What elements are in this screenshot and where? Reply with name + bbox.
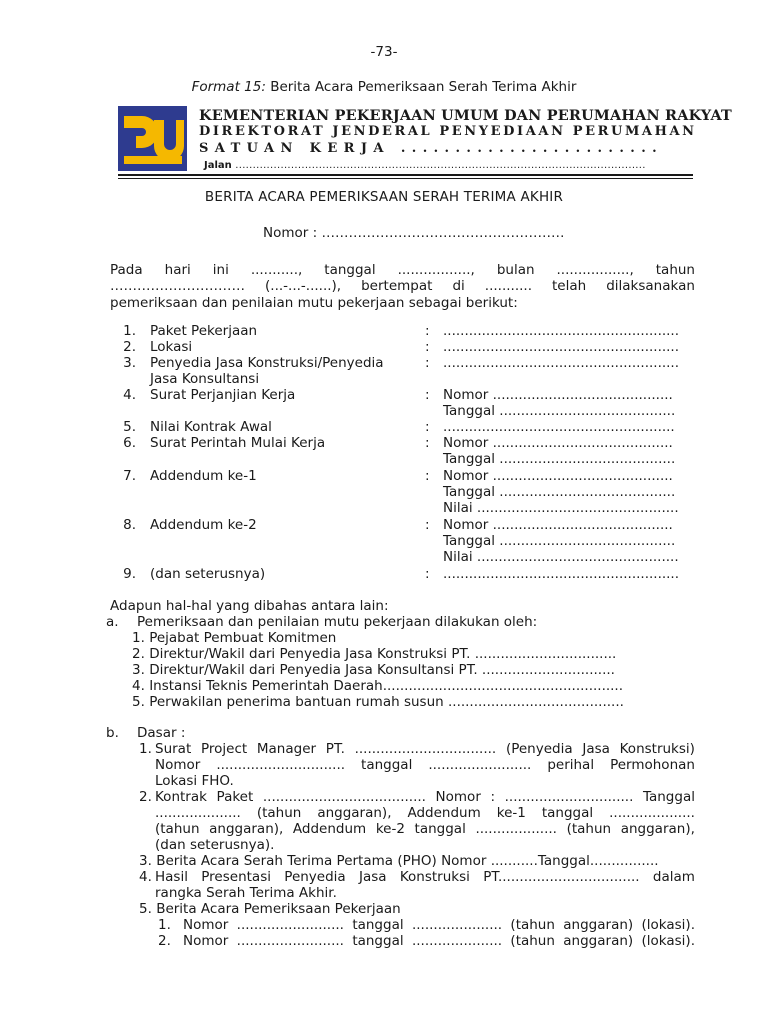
word: PT................................. (483, 869, 640, 885)
document-title: BERITA ACARA PEMERIKSAAN SERAH TERIMA AKHIR (204, 189, 564, 205)
intro-line-3: pemeriksaan dan penilaian mutu pekerjaan sebagai berikut: (110, 294, 518, 311)
list-item: 3. Direktur/Wakil dari Penyedia Jasa Konsultansi PT. ............................... (132, 662, 615, 678)
ministry-logo (118, 106, 187, 171)
word: ini (212, 262, 229, 278)
basis-3: 3. Berita Acara Serah Terima Pertama (PHO) Nomor ...........Tanggal................ (139, 853, 659, 869)
logo-base (124, 156, 182, 164)
list-item: 1. Paket Pekerjaan : ....................................................... (123, 323, 680, 339)
word: .............................. (216, 757, 346, 773)
section-a-title: Pemeriksaan dan penilaian mutu pekerjaan dilakukan oleh: (137, 614, 538, 630)
list-item: 2. Direktur/Wakil dari Penyedia Jasa Konstruksi PT. ................................. (132, 646, 617, 662)
basis-5-sub-1-number: 1. (158, 917, 171, 933)
basis-5-sub-2 (183, 933, 695, 949)
basis-2-line-2 (155, 805, 695, 821)
list-item-continuation: Tanggal ......................................... (443, 451, 676, 467)
word: (tahun (256, 805, 302, 821)
word: (lokasi). (641, 917, 695, 933)
word: PT. (325, 741, 345, 757)
basis-2-number: 2. (139, 789, 152, 805)
word: Kontrak (155, 789, 207, 805)
list-item: 9. (dan seterusnya) : ....................................................... (123, 566, 680, 582)
word: Konstruksi) (619, 741, 695, 757)
word: ke-2 (375, 821, 405, 837)
basis-1-line-1 (155, 741, 695, 757)
word: ..................... (411, 917, 503, 933)
basis-5: 5. Berita Acara Pemeriksaan Pekerjaan (139, 901, 401, 917)
word: Nomor (183, 917, 229, 933)
word: Pada (110, 262, 143, 278)
basis-1-line-2 (155, 757, 695, 773)
list-item-continuation: Tanggal ......................................... (443, 403, 676, 419)
section-a-marker: a. (106, 614, 119, 630)
word: Penyedia (284, 869, 346, 885)
basis-4-line-1 (155, 869, 695, 885)
word: : (490, 789, 496, 805)
address-line (204, 160, 646, 171)
format-prefix: Format 15: (191, 79, 266, 95)
word: Addendum (292, 821, 367, 837)
word: anggaran) (563, 917, 634, 933)
list-item: 7. Addendum ke-1 : Nomor .......................................... (123, 468, 673, 484)
address-label: Jalan (204, 160, 232, 171)
word: Nomor (435, 789, 481, 805)
word: Jasa (359, 869, 387, 885)
word: dilaksanakan (606, 278, 695, 295)
word: ...................................... (262, 789, 426, 805)
address-dots: ...................................................................................................................... (235, 160, 646, 171)
format-title: Berita Acara Pemeriksaan Serah Terima Akhir (270, 79, 577, 95)
word: Nomor (183, 933, 229, 949)
word: perihal (547, 757, 595, 773)
word: tanggal (361, 757, 413, 773)
list-item: 4. Instansi Teknis Pemerintah Daerah........................................................ (132, 678, 624, 694)
basis-1-number: 1. (139, 741, 152, 757)
word: anggaran) (563, 933, 634, 949)
header-rule-thick (118, 174, 693, 176)
word: dalam (652, 869, 695, 885)
word: Jasa (582, 741, 610, 757)
word: hari (164, 262, 191, 278)
word: bulan (496, 262, 535, 278)
word: tanggal (541, 805, 594, 821)
basis-4-line-2: rangka Serah Terima Akhir. (155, 885, 337, 901)
work-unit-name: SATUAN KERJA ........................ (199, 141, 664, 156)
word: (tahun (566, 821, 612, 837)
word: .................... (609, 805, 695, 821)
list-item: 5. Perwakilan penerima bantuan rumah susun ......................................... (132, 694, 624, 710)
word: .................... (155, 805, 241, 821)
word: Presentasi (201, 869, 271, 885)
word: Paket (216, 789, 254, 805)
list-item-continuation: Tanggal ......................................... (443, 484, 676, 500)
word: ......................... (236, 933, 344, 949)
basis-2-line-4: (dan seterusnya). (155, 837, 275, 853)
word: anggaran), (209, 821, 284, 837)
document-number: Nomor : ……………………………………………… (263, 225, 565, 241)
word: di (452, 278, 465, 295)
word: (lokasi). (641, 933, 695, 949)
basis-2-line-1 (155, 789, 695, 805)
format-caption (0, 79, 768, 95)
section-intro: Adapun hal-hal yang dibahas antara lain: (110, 598, 389, 614)
word: ......................... (236, 917, 344, 933)
word: Permohonan (610, 757, 695, 773)
word: tanggal (352, 933, 404, 949)
word: .............................. (504, 789, 634, 805)
page-number: -73- (370, 44, 398, 60)
intro-line-1 (110, 262, 695, 278)
word: ..................... (411, 933, 503, 949)
word: ........... (484, 278, 532, 295)
word: ..........., (250, 262, 303, 278)
word: ………………………… (110, 278, 245, 295)
word: ................... (475, 821, 557, 837)
word: tanggal (414, 821, 466, 837)
word: Project (200, 741, 248, 757)
word: ................................. (354, 741, 497, 757)
list-item: 4. Surat Perjanjian Kerja : Nomor .......................................... (123, 387, 673, 403)
word: (Penyedia (505, 741, 573, 757)
word: Tanggal (642, 789, 695, 805)
list-item: 2. Lokasi : ....................................................... (123, 339, 680, 355)
list-item-continuation: Tanggal ......................................... (443, 533, 676, 549)
basis-2-line-3 (155, 821, 695, 837)
word: Surat (155, 741, 192, 757)
word: (tahun (155, 821, 200, 837)
list-item-continuation: Nilai ............................................... (443, 549, 679, 565)
directorate-name: DIREKTORAT JENDERAL PENYEDIAAN PERUMAHAN (199, 124, 697, 139)
word: ke-1 (496, 805, 526, 821)
list-item: 5. Nilai Kontrak Awal : ...................................................... (123, 419, 675, 435)
basis-4-number: 4. (139, 869, 152, 885)
list-item-continuation: Jasa Konsultansi (150, 371, 260, 387)
intro-paragraph (110, 262, 695, 311)
section-b-marker: b. (106, 725, 119, 741)
ministry-name: KEMENTERIAN PEKERJAAN UMUM DAN PERUMAHAN RAKYAT (199, 107, 732, 124)
word: tanggal (352, 917, 404, 933)
word: ........................ (428, 757, 532, 773)
word: anggaran), (317, 805, 392, 821)
basis-5-sub-1 (183, 917, 695, 933)
word: (tahun (510, 933, 555, 949)
word: (...-...-......), (265, 278, 342, 295)
word: bertempat (361, 278, 433, 295)
word: Nomor (155, 757, 201, 773)
word: ................., (397, 262, 475, 278)
list-item: 8. Addendum ke-2 : Nomor .......................................... (123, 517, 673, 533)
section-b-title: Dasar : (137, 725, 186, 741)
word: (tahun (510, 917, 555, 933)
word: ................., (556, 262, 634, 278)
list-item: 1. Pejabat Pembuat Komitmen (132, 630, 337, 646)
list-item-continuation: Nilai ............................................... (443, 500, 679, 516)
word: telah (552, 278, 587, 295)
word: anggaran), (620, 821, 695, 837)
basis-5-sub-2-number: 2. (158, 933, 171, 949)
basis-1-line-3: Lokasi FHO. (155, 773, 234, 789)
list-item: 3. Penyedia Jasa Konstruksi/Penyedia : ....................................................... (123, 355, 680, 371)
intro-line-2 (110, 278, 695, 294)
word: Addendum (407, 805, 481, 821)
word: Konstruksi (399, 869, 470, 885)
word: Manager (256, 741, 317, 757)
word: Hasil (155, 869, 188, 885)
header-rule-thin (118, 178, 693, 179)
word: tahun (655, 262, 695, 278)
list-item: 6. Surat Perintah Mulai Kerja : Nomor .......................................... (123, 435, 673, 451)
word: tanggal (324, 262, 376, 278)
